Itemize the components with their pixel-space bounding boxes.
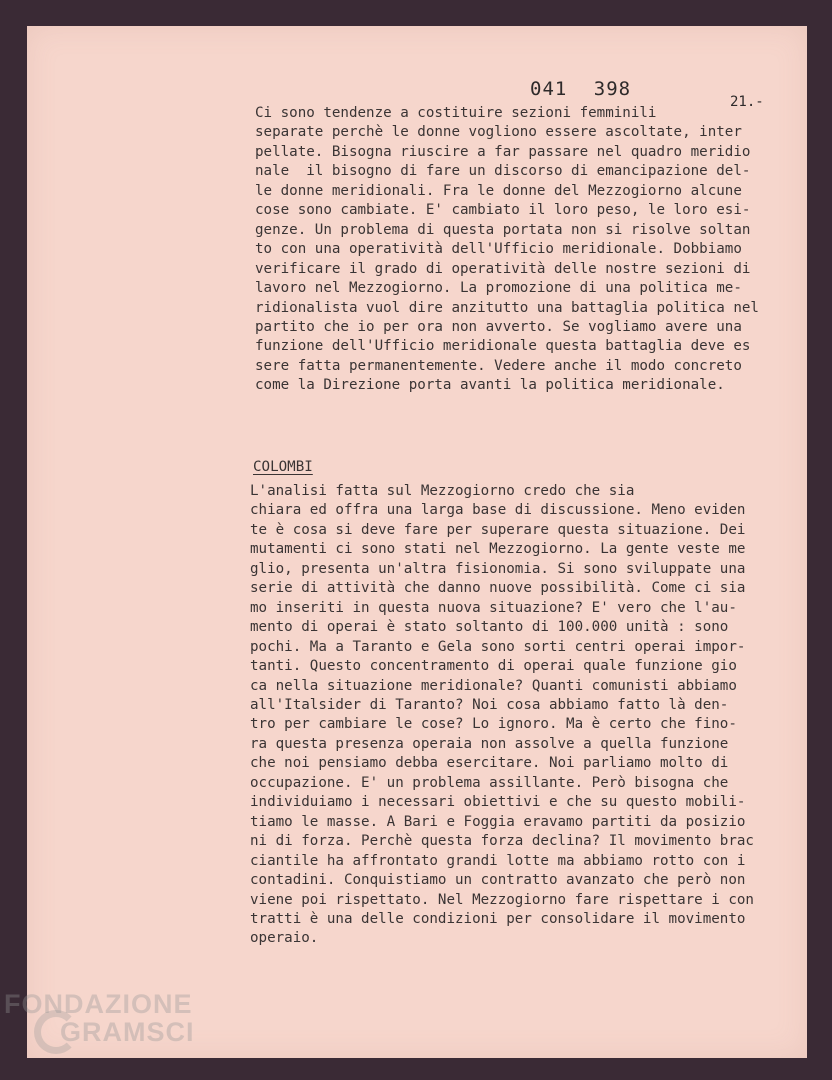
watermark-line2: GRAMSCI (60, 1017, 195, 1047)
watermark-line1: FONDAZIONE (4, 989, 193, 1019)
paragraph-women-sections: Ci sono tendenze a costituire sezioni femminili separate perchè le donne vogliono essere ascoltate, inter pellate. Bisogna riuscire a far passare nel quadro meridio nale il bisogno di fare un discorso di emancipazione del- le donne meridionali. Fra le donne del Mezzogiorno alcune cose sono cambiate. E' cambiato il loro peso, le loro esi- genze. Un problema di questa portata non si risolve soltan to con una operatività dell'Ufficio meridionale. Dobbiamo verificare il grado di operatività delle nostre sezioni di lavoro nel Mezzogiorno. La promozione di una politica me- ridionalista vuol dire anzitutto una battaglia politica nel partito che io per ora non avverto. Se vogliamo avere una funzione dell'Ufficio meridionale questa battaglia deve es sere fatta permanentemente. Vedere anche il modo concreto come la Direzione porta avanti la politica meridionale. (255, 105, 759, 394)
speaker-name: COLOMBI (253, 459, 313, 475)
fondazione-gramsci-watermark (4, 990, 195, 1046)
gramsci-logo-icon (34, 1010, 78, 1054)
page-number: 21.- (730, 94, 764, 110)
paragraph-colombi-speech: L'analisi fatta sul Mezzogiorno credo che sia chiara ed offra una larga base di discussione. Meno eviden te è cosa si deve fare per superare questa situazione. Dei mutamenti ci sono stati nel Mezzogiorno. La gente veste me glio, presenta un'altra fisionomia. Si sono sviluppate una serie di attività che danno nuove possibilità. Come ci sia mo inseriti in questa nuova situazione? E' vero che l'au- mento di operai è stato soltanto di 100.000 unità : sono pochi. Ma a Taranto e Gela sono sorti centri operai impor- tanti. Questo concentramento di operai quale funzione gio ca nella situazione meridionale? Quanti comunisti abbiamo all'Italsider di Taranto? Noi cosa abbiamo fatto là den- tro per cambiare le cose? Lo ignoro. Ma è certo che fino- ra questa presenza operaia non assolve a quella funzione che noi pensiamo debba esercitare. Noi parliamo molto di occupazione. E' un problema assillante. Però bisogna che individuiamo i necessari obiettivi e che su questo mobili- tiamo le masse. A Bari e Foggia eravamo partiti da posizio ni di forza. Perchè questa forza declina? Il movimento brac ciantile ha affrontato grandi lotte ma abbiamo rotto con i contadini. Conquistiamo un contratto avanzato che però non viene poi rispettato. Nel Mezzogiorno fare rispettare i con tratti è una delle condizioni per consolidare il movimento operaio. (250, 483, 754, 947)
archive-document-number: 041 398 (530, 78, 632, 100)
